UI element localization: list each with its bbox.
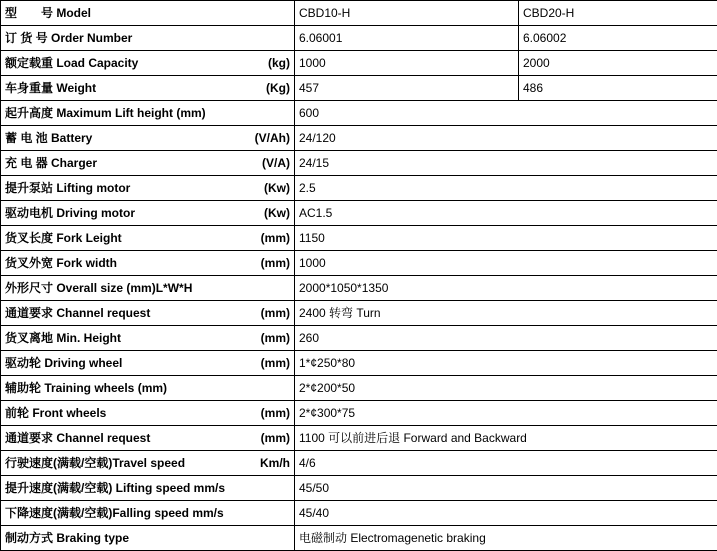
- table-row: [1, 326, 717, 351]
- row-unit-text: Km/h: [252, 456, 290, 470]
- row-label-text: 蓄 电 池 Battery: [5, 131, 92, 145]
- row-label-text: 起升高度 Maximum Lift height (mm): [5, 106, 206, 120]
- row-label-text: 前轮 Front wheels: [5, 406, 106, 420]
- table-row: [1, 126, 717, 151]
- table-row: [1, 276, 717, 301]
- table-row: [1, 526, 717, 551]
- row-label-wrap: [5, 156, 290, 170]
- table-row: [1, 501, 717, 526]
- row-unit-text: (mm): [253, 431, 290, 445]
- row-label-text: 货叉长度 Fork Leight: [5, 231, 122, 245]
- table-row: [1, 151, 717, 176]
- row-value-cbd10: 1000: [295, 251, 717, 276]
- row-label-text: 制动方式 Braking type: [5, 531, 129, 545]
- row-label-wrap: [5, 356, 290, 370]
- row-label-cell: [1, 451, 295, 476]
- row-label-cell: [1, 501, 295, 526]
- row-value-cbd10: 1*¢250*80: [295, 351, 717, 376]
- row-value-cbd10: 2.5: [295, 176, 717, 201]
- table-row: [1, 201, 717, 226]
- row-label-text: 车身重量 Weight: [5, 81, 96, 95]
- row-value-cbd10: 45/50: [295, 476, 717, 501]
- row-label-cell: [1, 476, 295, 501]
- row-label-text: 下降速度(满载/空载)Falling speed mm/s: [5, 506, 224, 520]
- table-row: [1, 26, 717, 51]
- row-label-text: 行驶速度(满载/空载)Travel speed: [5, 456, 185, 470]
- row-label-cell: [1, 76, 295, 101]
- row-label-text: 驱动电机 Driving motor: [5, 206, 135, 220]
- row-label-wrap: [5, 306, 290, 320]
- row-value-cbd10: 600: [295, 101, 717, 126]
- row-value-cbd10: 24/15: [295, 151, 717, 176]
- row-unit-text: (Kw): [256, 181, 290, 195]
- row-label-cell: [1, 26, 295, 51]
- row-label-cell: [1, 201, 295, 226]
- row-label-text: 货叉外宽 Fork width: [5, 256, 117, 270]
- table-row: [1, 76, 717, 101]
- row-label-text: 提升速度(满载/空载) Lifting speed mm/s: [5, 481, 225, 495]
- row-label-cell: [1, 51, 295, 76]
- table-row: [1, 426, 717, 451]
- row-value-cbd10: 24/120: [295, 126, 717, 151]
- row-unit-text: (V/A): [254, 156, 290, 170]
- row-value-cbd10: CBD10-H: [295, 1, 519, 26]
- specification-table-body: [1, 1, 717, 551]
- row-value-cbd10: 6.06001: [295, 26, 519, 51]
- row-label-wrap: [5, 481, 290, 495]
- table-row: [1, 451, 717, 476]
- table-row: [1, 101, 717, 126]
- row-label-wrap: [5, 281, 290, 295]
- row-label-cell: [1, 1, 295, 26]
- row-label-text: 型 号 Model: [5, 6, 91, 20]
- row-value-cbd10: AC1.5: [295, 201, 717, 226]
- row-label-wrap: [5, 381, 290, 395]
- table-row: [1, 51, 717, 76]
- row-label-cell: [1, 176, 295, 201]
- row-label-wrap: [5, 331, 290, 345]
- row-value-cbd10: 1100 可以前进后退 Forward and Backward: [295, 426, 717, 451]
- row-label-text: 通道要求 Channel request: [5, 306, 150, 320]
- table-row: [1, 301, 717, 326]
- table-row: [1, 376, 717, 401]
- row-value-cbd20: 6.06002: [519, 26, 717, 51]
- row-label-wrap: [5, 131, 290, 145]
- table-row: [1, 226, 717, 251]
- row-unit-text: (V/Ah): [247, 131, 290, 145]
- row-value-cbd10: 2*¢200*50: [295, 376, 717, 401]
- row-label-cell: [1, 151, 295, 176]
- row-label-cell: [1, 376, 295, 401]
- row-value-cbd20: 486: [519, 76, 717, 101]
- row-label-cell: [1, 351, 295, 376]
- table-row: [1, 401, 717, 426]
- row-value-cbd10: 电磁制动 Electromagenetic braking: [295, 526, 717, 551]
- table-row: [1, 351, 717, 376]
- row-label-text: 提升泵站 Lifting motor: [5, 181, 130, 195]
- row-unit-text: (mm): [253, 231, 290, 245]
- table-row: [1, 476, 717, 501]
- row-label-wrap: [5, 231, 290, 245]
- row-value-cbd10: 260: [295, 326, 717, 351]
- row-label-cell: [1, 526, 295, 551]
- row-unit-text: (Kg): [258, 81, 290, 95]
- row-label-text: 通道要求 Channel request: [5, 431, 150, 445]
- row-value-cbd10: 1000: [295, 51, 519, 76]
- row-label-wrap: [5, 6, 290, 20]
- row-label-text: 货叉离地 Min. Height: [5, 331, 121, 345]
- row-label-cell: [1, 301, 295, 326]
- row-label-text: 订 货 号 Order Number: [5, 31, 132, 45]
- row-label-text: 充 电 器 Charger: [5, 156, 97, 170]
- row-label-cell: [1, 101, 295, 126]
- row-unit-text: (Kw): [256, 206, 290, 220]
- row-value-cbd10: 1150: [295, 226, 717, 251]
- table-row: [1, 1, 717, 26]
- row-label-wrap: [5, 181, 290, 195]
- row-unit-text: (mm): [253, 406, 290, 420]
- row-label-wrap: [5, 506, 290, 520]
- row-label-wrap: [5, 106, 290, 120]
- row-label-cell: [1, 326, 295, 351]
- row-value-cbd10: 2*¢300*75: [295, 401, 717, 426]
- row-label-cell: [1, 226, 295, 251]
- row-label-cell: [1, 426, 295, 451]
- row-label-text: 额定载重 Load Capacity: [5, 56, 138, 70]
- row-label-wrap: [5, 206, 290, 220]
- row-label-wrap: [5, 431, 290, 445]
- row-unit-text: (mm): [253, 356, 290, 370]
- row-label-cell: [1, 276, 295, 301]
- table-row: [1, 176, 717, 201]
- row-unit-text: (mm): [253, 256, 290, 270]
- row-value-cbd10: 457: [295, 76, 519, 101]
- row-unit-text: (mm): [253, 331, 290, 345]
- row-label-wrap: [5, 56, 290, 70]
- row-value-cbd10: 2000*1050*1350: [295, 276, 717, 301]
- row-label-wrap: [5, 31, 290, 45]
- row-value-cbd20: 2000: [519, 51, 717, 76]
- row-label-text: 辅助轮 Training wheels (mm): [5, 381, 167, 395]
- table-row: [1, 251, 717, 276]
- row-value-cbd20: CBD20-H: [519, 1, 717, 26]
- row-value-cbd10: 4/6: [295, 451, 717, 476]
- row-label-wrap: [5, 256, 290, 270]
- row-label-wrap: [5, 81, 290, 95]
- row-unit-text: (mm): [253, 306, 290, 320]
- row-label-text: 驱动轮 Driving wheel: [5, 356, 122, 370]
- row-label-text: 外形尺寸 Overall size (mm)L*W*H: [5, 281, 192, 295]
- row-label-wrap: [5, 531, 290, 545]
- row-label-wrap: [5, 456, 290, 470]
- row-value-cbd10: 2400 转弯 Turn: [295, 301, 717, 326]
- row-label-cell: [1, 401, 295, 426]
- row-label-cell: [1, 126, 295, 151]
- row-label-wrap: [5, 406, 290, 420]
- row-unit-text: (kg): [260, 56, 290, 70]
- row-label-cell: [1, 251, 295, 276]
- row-value-cbd10: 45/40: [295, 501, 717, 526]
